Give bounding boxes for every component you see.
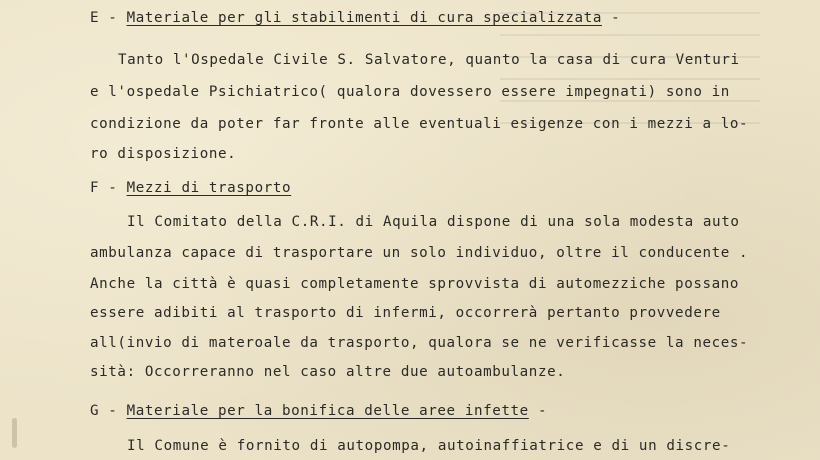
paragraph-line: ambulanza capace di trasportare un solo individuo, oltre il conducente . [90, 245, 749, 261]
paragraph-line: sità: Occorreranno nel caso altre due autoambulanze. [90, 364, 566, 380]
section-letter: F [90, 180, 100, 196]
paragraph-line: all(invio di materoale da trasporto, qualora se ne verificasse la neces- [90, 335, 749, 351]
section-heading-e: E - Materiale per gli stabilimenti di cura specializzata - [90, 10, 621, 26]
paragraph-line: ro disposizione. [90, 146, 237, 162]
section-letter: G [90, 403, 100, 419]
paragraph-line: condizione da poter far fronte alle eventuali esigenze con i mezzi a lo- [90, 116, 749, 132]
section-title: Materiale per la bonifica delle aree infette [126, 403, 529, 419]
show-through-text [500, 12, 760, 132]
paragraph-line: Tanto l'Ospedale Civile S. Salvatore, quanto la casa di cura Venturi [118, 52, 740, 68]
paragraph-line: Il Comitato della C.R.I. di Aquila dispone di una sola modesta auto [127, 214, 740, 230]
paragraph-line: Anche la città è quasi completamente sprovvista di automezziche possano [90, 276, 740, 292]
section-heading-f: F - Mezzi di trasporto [90, 180, 292, 196]
section-title: Materiale per gli stabilimenti di cura specializzata [126, 10, 602, 26]
section-letter: E [90, 10, 100, 26]
section-title: Mezzi di trasporto [126, 180, 292, 196]
margin-mark [12, 418, 17, 448]
paragraph-line: e l'ospedale Psichiatrico( qualora dovessero essere impegnati) sono in [90, 84, 730, 100]
paragraph-line: essere adibiti al trasporto di infermi, occorrerà pertanto provvedere [90, 305, 721, 321]
section-heading-g: G - Materiale per la bonifica delle aree infette - [90, 403, 548, 419]
paragraph-line: Il Comune è fornito di autopompa, autoinaffiatrice e di un discre- [127, 438, 731, 454]
